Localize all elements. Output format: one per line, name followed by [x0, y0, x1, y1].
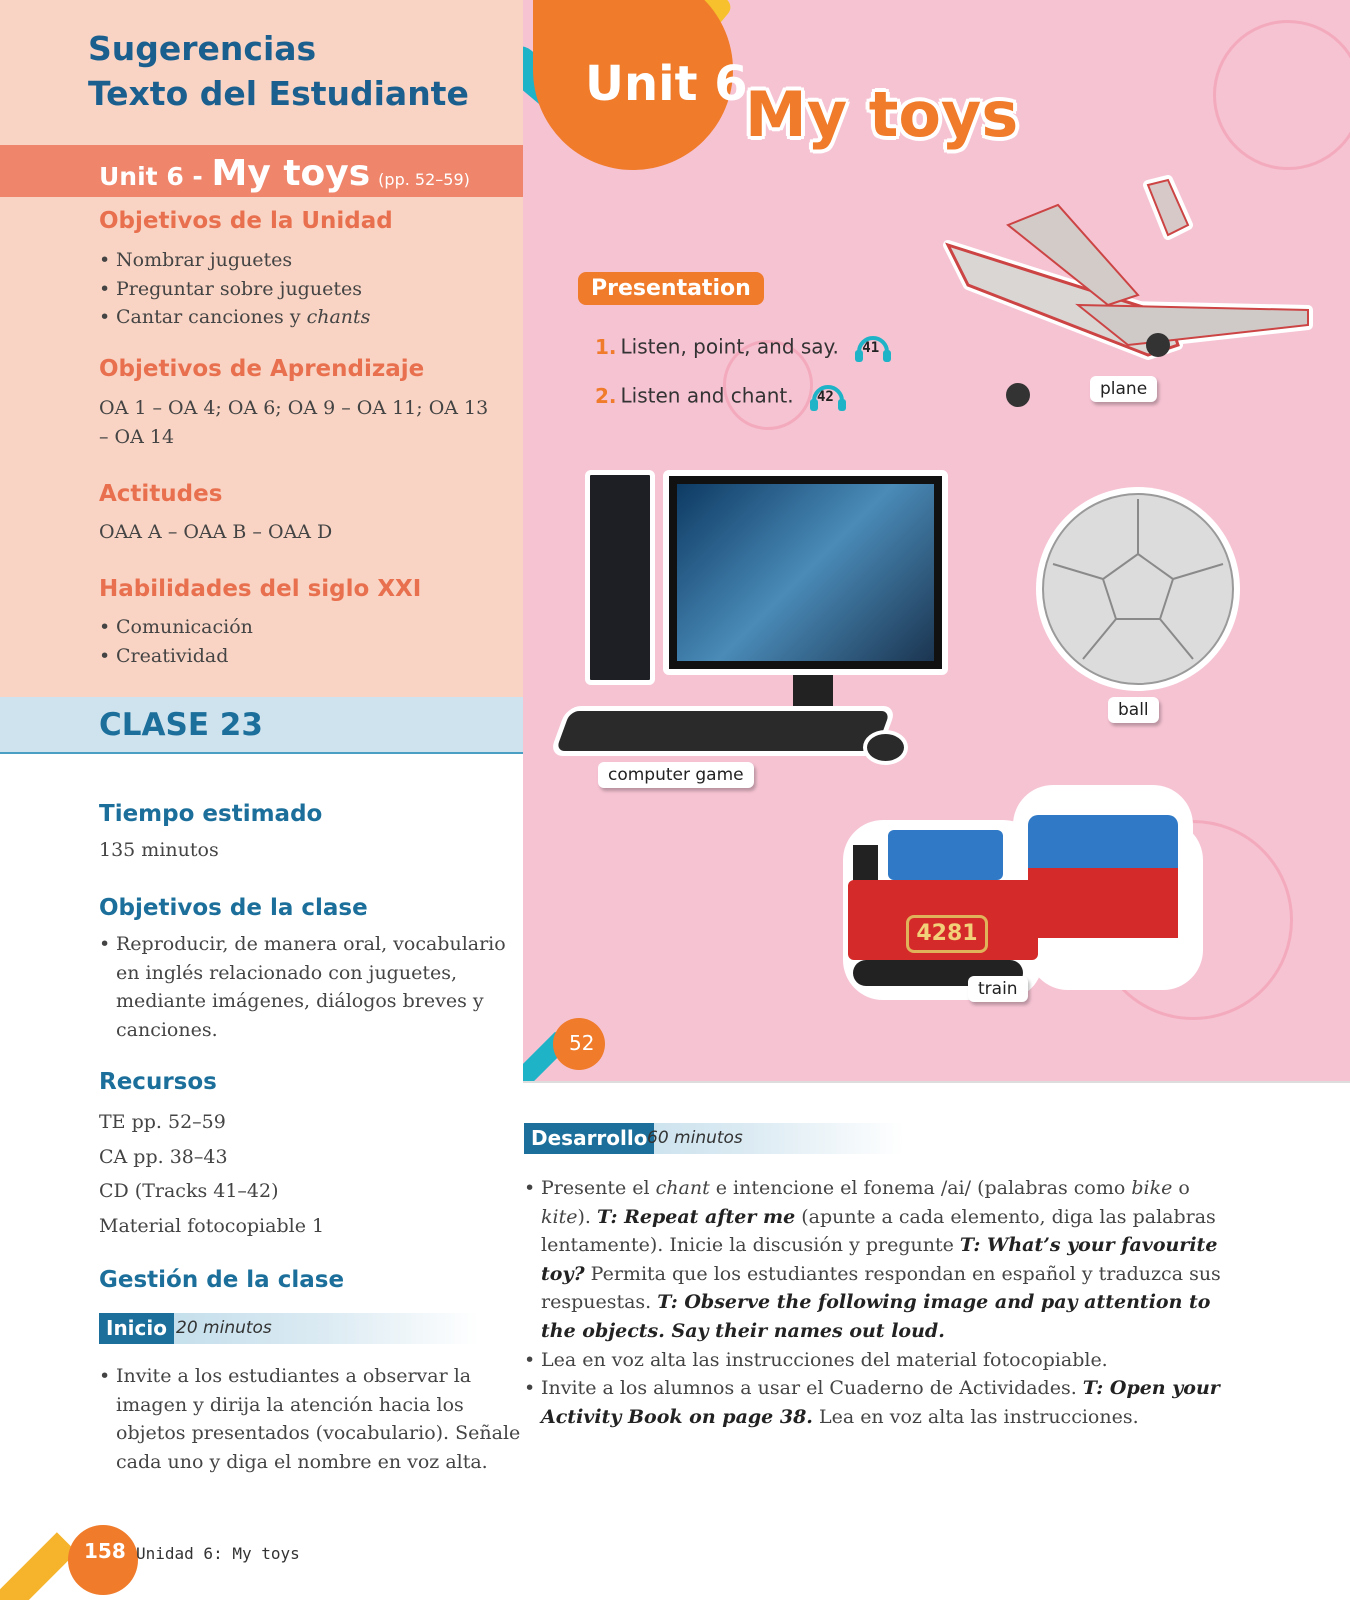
list-item: • Invite a los estudiantes a observar la imagen y dirija la atención hacia los objetos presentados (vocabulario). Señale cada uno y diga el nombre en voz alta. — [99, 1362, 520, 1476]
desarrollo-tag: Desarrollo — [524, 1123, 654, 1154]
list-item: • Reproducir, de manera oral, vocabulario en inglés relacionado con juguetes, mediante imágenes, diálogos breves y canciones. — [99, 930, 506, 1044]
train-number-plate: 4281 — [906, 915, 988, 953]
objetivos-clase-list — [99, 930, 506, 1044]
objetivos-aprendizaje-text: OA 1 – OA 4; OA 6; OA 9 – OA 11; OA 13 – OA 14 — [99, 397, 489, 448]
recursos-list — [99, 1105, 324, 1243]
label-computer-game: computer game — [598, 762, 754, 788]
monitor-stand — [793, 675, 833, 710]
doodle-swirl — [1213, 20, 1350, 170]
objetivos-clase-heading: Objetivos de la clase — [99, 895, 368, 921]
keyboard — [549, 706, 897, 756]
mouse — [863, 730, 908, 765]
desarrollo-minutes: 60 minutos — [647, 1128, 743, 1148]
list-item: CA pp. 38–43 — [99, 1145, 228, 1168]
monitor-screen — [677, 484, 934, 661]
ball-illustration — [1033, 484, 1243, 694]
gestion-heading: Gestión de la clase — [99, 1267, 345, 1293]
label-ball: ball — [1108, 697, 1159, 723]
desarrollo-bar — [524, 1123, 904, 1154]
computer-monitor — [663, 470, 948, 675]
list-item: • Preguntar sobre juguetes — [99, 275, 370, 304]
clase-band — [0, 697, 523, 754]
desarrollo-list — [524, 1174, 1234, 1431]
computer-tower — [585, 470, 655, 685]
label-train: train — [968, 976, 1028, 1002]
clase-title: CLASE 23 — [99, 707, 263, 743]
list-item: CD (Tracks 41–42) — [99, 1180, 279, 1202]
habilidades-heading: Habilidades del siglo XXI — [99, 576, 422, 602]
student-page-number: 52 — [569, 1031, 595, 1055]
train-cab-roof — [888, 830, 1003, 880]
actitudes-text: OAA A – OAA B – OAA D — [99, 521, 333, 543]
train-carriage-roof — [1028, 815, 1178, 870]
list-item: • Creatividad — [99, 642, 253, 671]
student-page — [523, 0, 1350, 1083]
list-item: • Lea en voz alta las instrucciones del material fotocopiable. — [524, 1346, 1234, 1375]
actitudes-heading: Actitudes — [99, 481, 223, 507]
headphones-icon: 41 — [853, 334, 893, 362]
objetivos-aprendizaje-heading: Objetivos de Aprendizaje — [99, 356, 425, 382]
unit-title: My toys — [745, 78, 1019, 151]
list-item: • Presente el chant e intencione el fonema /ai/ (palabras como bike o kite). T: Repeat after me (apunte a cada elemento, diga las palabras lentamente). Inicie la discusión y pregunte T: What’s your favourite toy? Permita que los estudiantes respondan en español y traduzca sus respuestas. T: Observe the following image and pay attention to the objects. Say their names out loud. — [524, 1174, 1234, 1346]
unit-prefix: Unit 6 - — [99, 162, 212, 191]
inicio-list — [99, 1362, 520, 1476]
train-carriage — [1028, 868, 1178, 938]
unit-pages: (pp. 52–59) — [378, 170, 470, 189]
list-item: • Comunicación — [99, 613, 253, 642]
objetivos-unidad-list — [99, 246, 370, 332]
footer-decoration — [0, 1532, 77, 1600]
unit-label: Unit 6 — [585, 56, 748, 112]
footer-page-number: 158 — [84, 1539, 126, 1563]
list-item: • Cantar canciones y chants — [99, 303, 370, 332]
recursos-heading: Recursos — [99, 1069, 217, 1095]
unit-band — [0, 145, 523, 197]
unit-name: My toys — [211, 153, 371, 194]
instruction-2: 2. Listen and chant. 42 — [595, 383, 848, 411]
instruction-1: 1. Listen, point, and say. 41 — [595, 334, 893, 362]
tiempo-text: 135 minutos — [99, 839, 219, 861]
tiempo-heading: Tiempo estimado — [99, 801, 323, 827]
guide-title: Sugerencias Texto del Estudiante — [88, 29, 469, 113]
presentation-badge: Presentation — [578, 272, 764, 305]
label-plane: plane — [1090, 376, 1157, 402]
inicio-minutes: 20 minutos — [176, 1318, 272, 1338]
objetivos-unidad-heading: Objetivos de la Unidad — [99, 208, 393, 234]
footer-text: Unidad 6: My toys — [136, 1544, 300, 1563]
inicio-tag: Inicio — [99, 1313, 174, 1344]
list-item: Material fotocopiable 1 — [99, 1214, 325, 1237]
list-item: • Invite a los alumnos a usar el Cuaderno de Actividades. T: Open your Activity Book on page 38. Lea en voz alta las instrucciones. — [524, 1374, 1234, 1431]
train-chimney — [853, 845, 878, 885]
habilidades-list — [99, 613, 253, 670]
list-item: • Nombrar juguetes — [99, 246, 370, 275]
inicio-bar — [99, 1313, 479, 1344]
headphones-icon: 42 — [808, 383, 848, 411]
list-item: TE pp. 52–59 — [99, 1111, 226, 1133]
